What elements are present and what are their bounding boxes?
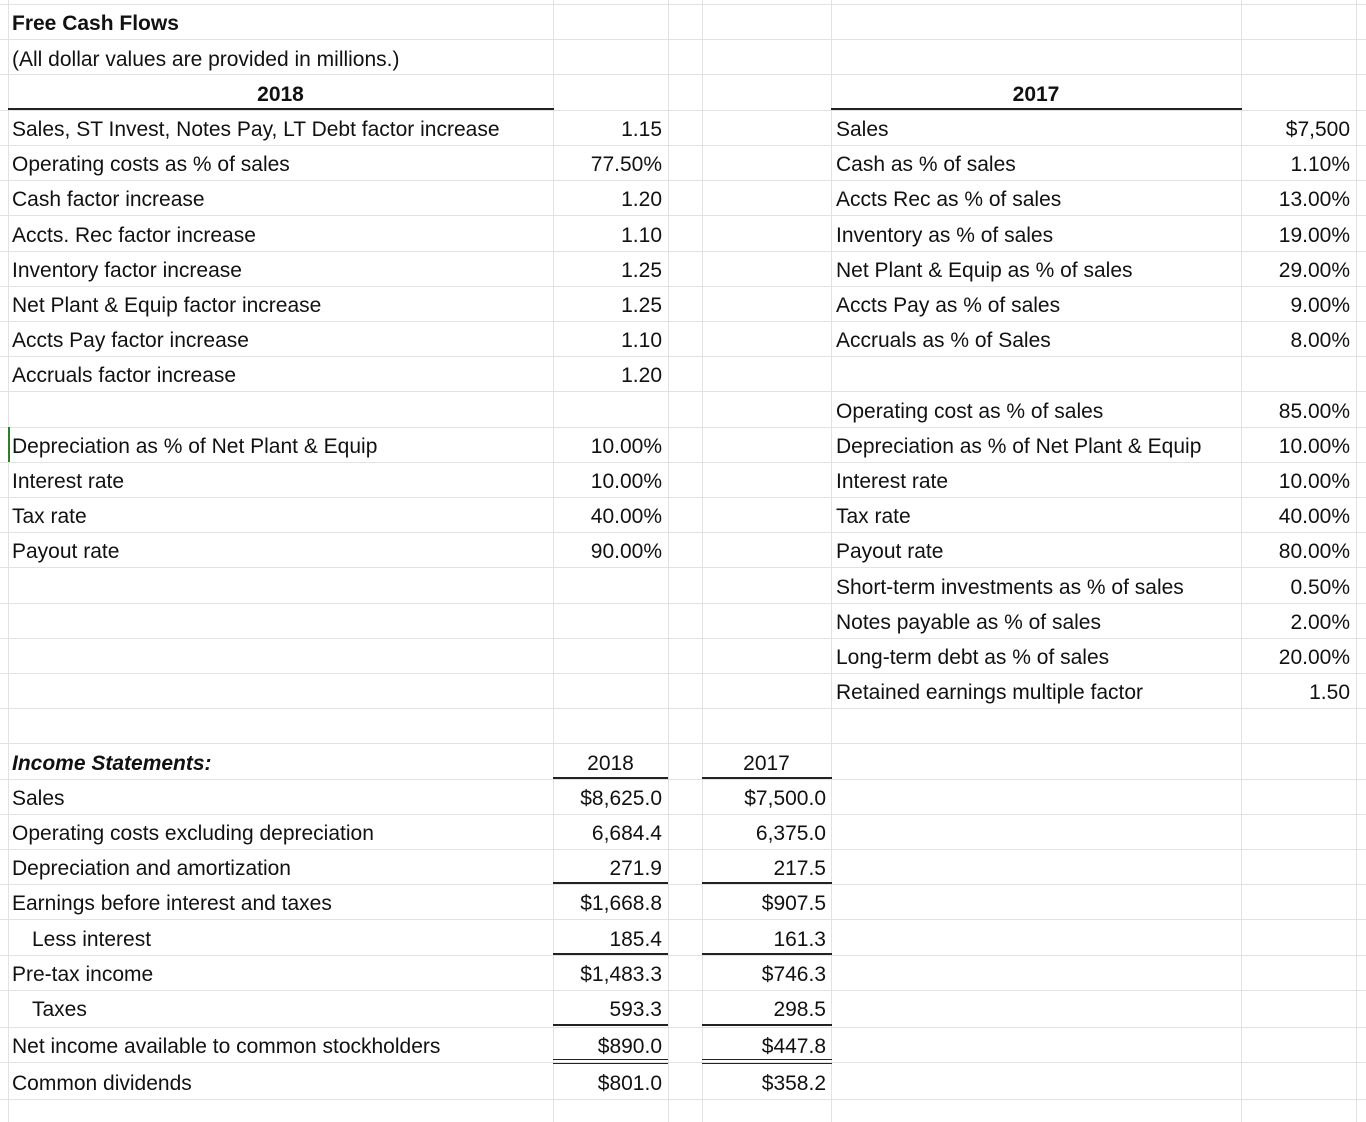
assumption-2017-label[interactable]: Operating cost as % of sales — [836, 400, 1104, 423]
grid-row-line — [0, 497, 1366, 498]
income-row-label[interactable]: Net income available to common stockholders — [12, 1035, 441, 1058]
assumption-2017-label[interactable]: Depreciation as % of Net Plant & Equip — [836, 435, 1202, 458]
assumption-2017-label[interactable]: Accruals as % of Sales — [836, 329, 1051, 352]
income-row-label[interactable]: Earnings before interest and taxes — [12, 892, 332, 915]
income-row-label[interactable]: Operating costs excluding depreciation — [12, 822, 374, 845]
grid-row-line — [0, 567, 1366, 568]
subtotal-underline — [702, 953, 832, 955]
income-row-label[interactable]: Taxes — [32, 998, 87, 1021]
assumption-2018-value[interactable]: 1.10 — [621, 224, 662, 247]
subtotal-underline — [702, 882, 832, 884]
assumption-2018-label[interactable]: Tax rate — [12, 505, 87, 528]
grid-row-line — [0, 638, 1366, 639]
grid-row-line — [0, 145, 1366, 146]
income-row-2018[interactable]: $1,483.3 — [580, 963, 662, 986]
assumption-2018-value[interactable]: 1.20 — [621, 364, 662, 387]
grid-row-line — [0, 427, 1366, 428]
assumption-2018-label[interactable]: Cash factor increase — [12, 188, 205, 211]
assumption-2017-label[interactable]: Tax rate — [836, 505, 911, 528]
assumption-2017-label[interactable]: Interest rate — [836, 470, 949, 493]
income-row-2017[interactable]: 217.5 — [773, 857, 826, 880]
subtotal-underline — [553, 953, 668, 955]
income-row-2017[interactable]: $447.8 — [761, 1035, 826, 1058]
assumption-2017-value[interactable]: 19.00% — [1278, 224, 1350, 247]
grid-col-line — [668, 0, 669, 1122]
assumption-2017-value[interactable]: 40.00% — [1278, 505, 1350, 528]
grid-col-line — [1356, 0, 1357, 1122]
income-row-2017[interactable]: $907.5 — [761, 892, 826, 915]
assumption-2018-value[interactable]: 1.10 — [621, 329, 662, 352]
subtotal-underline — [553, 882, 668, 884]
assumption-2017-label[interactable]: Inventory as % of sales — [836, 224, 1054, 247]
assumption-2017-value[interactable]: 9.00% — [1290, 294, 1350, 317]
income-row-2017[interactable]: 6,375.0 — [755, 822, 826, 845]
assumption-2018-value[interactable]: 1.25 — [621, 259, 662, 282]
income-row-2017[interactable]: $358.2 — [761, 1072, 826, 1095]
assumption-2018-value[interactable]: 1.25 — [621, 294, 662, 317]
income-row-label[interactable]: Common dividends — [12, 1072, 192, 1095]
assumption-2017-label[interactable]: Cash as % of sales — [836, 153, 1016, 176]
assumption-2017-value[interactable]: 80.00% — [1278, 540, 1350, 563]
grid-row-line — [0, 884, 1366, 885]
assumption-2018-value[interactable]: 10.00% — [590, 470, 662, 493]
header-2018-underline — [8, 108, 554, 110]
income-row-2018[interactable]: $8,625.0 — [580, 787, 662, 810]
income-row-label[interactable]: Pre-tax income — [12, 963, 154, 986]
assumption-2017-value[interactable]: 8.00% — [1290, 329, 1350, 352]
grid-row-line — [0, 814, 1366, 815]
total-double-underline — [553, 1059, 668, 1064]
grid-row-line — [0, 1027, 1366, 1028]
assumption-2017-label[interactable]: Notes payable as % of sales — [836, 611, 1101, 634]
header-2018[interactable]: 2018 — [257, 83, 304, 106]
assumption-2017-label[interactable]: Long-term debt as % of sales — [836, 646, 1110, 669]
assumption-2017-value[interactable]: 1.10% — [1290, 153, 1350, 176]
assumption-2017-value[interactable]: 29.00% — [1278, 259, 1350, 282]
assumption-2018-value[interactable]: 90.00% — [590, 540, 662, 563]
grid-row-line — [0, 4, 1366, 5]
assumption-2018-label[interactable]: Depreciation as % of Net Plant & Equip — [12, 435, 378, 458]
assumption-2017-label[interactable]: Retained earnings multiple factor — [836, 681, 1144, 704]
income-row-2018[interactable]: 271.9 — [609, 857, 662, 880]
assumption-2018-value[interactable]: 40.00% — [590, 505, 662, 528]
income-row-label[interactable]: Less interest — [32, 928, 152, 951]
assumption-2018-value[interactable]: 1.20 — [621, 188, 662, 211]
assumption-2017-label[interactable]: Net Plant & Equip as % of sales — [836, 259, 1133, 282]
income-row-2018[interactable]: 593.3 — [609, 998, 662, 1021]
assumption-2018-label[interactable]: Accts. Rec factor increase — [12, 224, 256, 247]
income-row-2018[interactable]: $890.0 — [597, 1035, 662, 1058]
grid-row-line — [0, 356, 1366, 357]
grid-row-line — [0, 955, 1366, 956]
grid-row-line — [0, 919, 1366, 920]
assumption-2017-label[interactable]: Payout rate — [836, 540, 944, 563]
grid-row-line — [0, 215, 1366, 216]
grid-row-line — [0, 532, 1366, 533]
assumption-2017-value[interactable]: 0.50% — [1290, 576, 1350, 599]
assumption-2017-value[interactable]: 1.50 — [1309, 681, 1350, 704]
assumption-2017-label[interactable]: Sales — [836, 118, 889, 141]
income-row-2017[interactable]: $746.3 — [761, 963, 826, 986]
grid-row-line — [0, 1062, 1366, 1063]
assumption-2018-label[interactable]: Sales, ST Invest, Notes Pay, LT Debt factor increase — [12, 118, 500, 141]
assumption-2017-value[interactable]: $7,500 — [1285, 118, 1350, 141]
income-row-2018[interactable]: 185.4 — [609, 928, 662, 951]
income-col-2017-underline — [702, 777, 832, 779]
grid-col-line — [8, 0, 9, 1122]
income-row-2018[interactable]: $801.0 — [597, 1072, 662, 1095]
assumption-2018-label[interactable]: Net Plant & Equip factor increase — [12, 294, 322, 317]
subtotal-underline — [702, 1024, 832, 1026]
assumption-2018-value[interactable]: 10.00% — [590, 435, 662, 458]
income-row-2018[interactable]: $1,668.8 — [580, 892, 662, 915]
income-statement-header[interactable]: Income Statements: — [12, 752, 212, 775]
grid-row-line — [0, 39, 1366, 40]
assumption-2018-value[interactable]: 77.50% — [590, 153, 662, 176]
grid-row-line — [0, 743, 1366, 744]
assumption-2017-value[interactable]: 2.00% — [1290, 611, 1350, 634]
grid-row-line — [0, 462, 1366, 463]
grid-row-line — [0, 990, 1366, 991]
sheet-title[interactable]: Free Cash Flows — [12, 12, 179, 35]
assumption-2017-value[interactable]: 10.00% — [1278, 435, 1350, 458]
header-2017-underline — [831, 108, 1242, 110]
grid-row-line — [0, 708, 1366, 709]
grid-row-line — [0, 110, 1366, 111]
grid-row-line — [0, 1099, 1366, 1100]
subtotal-underline — [553, 1024, 668, 1026]
assumption-2018-label[interactable]: Payout rate — [12, 540, 120, 563]
income-row-label[interactable]: Sales — [12, 787, 65, 810]
assumption-2017-label[interactable]: Accts Rec as % of sales — [836, 188, 1062, 211]
grid-row-line — [0, 603, 1366, 604]
grid-row-line — [0, 180, 1366, 181]
income-row-label[interactable]: Depreciation and amortization — [12, 857, 291, 880]
grid-row-line — [0, 391, 1366, 392]
income-row-2017[interactable]: 298.5 — [773, 998, 826, 1021]
total-double-underline — [702, 1059, 832, 1064]
income-col-2018[interactable]: 2018 — [587, 752, 634, 775]
assumption-2017-value[interactable]: 20.00% — [1278, 646, 1350, 669]
grid-row-line — [0, 321, 1366, 322]
income-row-2018[interactable]: 6,684.4 — [591, 822, 662, 845]
assumption-2018-label[interactable]: Accruals factor increase — [12, 364, 237, 387]
income-col-2018-underline — [553, 777, 668, 779]
sheet-subtitle[interactable]: (All dollar values are provided in millions.) — [12, 48, 400, 71]
assumption-2018-label[interactable]: Operating costs as % of sales — [12, 153, 290, 176]
assumption-2017-label[interactable]: Short-term investments as % of sales — [836, 576, 1184, 599]
income-row-2017[interactable]: $7,500.0 — [744, 787, 826, 810]
assumption-2018-value[interactable]: 1.15 — [621, 118, 662, 141]
assumption-2017-value[interactable]: 85.00% — [1278, 400, 1350, 423]
assumption-2018-label[interactable]: Inventory factor increase — [12, 259, 242, 282]
grid-row-line — [0, 74, 1366, 75]
assumption-2017-value[interactable]: 13.00% — [1278, 188, 1350, 211]
grid-row-line — [0, 779, 1366, 780]
assumption-2017-label[interactable]: Accts Pay as % of sales — [836, 294, 1061, 317]
grid-row-line — [0, 673, 1366, 674]
assumption-2018-label[interactable]: Interest rate — [12, 470, 125, 493]
assumption-2018-label[interactable]: Accts Pay factor increase — [12, 329, 249, 352]
assumption-2017-value[interactable]: 10.00% — [1278, 470, 1350, 493]
grid-row-line — [0, 286, 1366, 287]
active-cell-indicator — [8, 427, 10, 462]
header-2017[interactable]: 2017 — [1012, 83, 1060, 106]
grid-row-line — [0, 849, 1366, 850]
income-row-2017[interactable]: 161.3 — [773, 928, 826, 951]
grid-row-line — [0, 251, 1366, 252]
income-col-2017[interactable]: 2017 — [743, 752, 790, 775]
